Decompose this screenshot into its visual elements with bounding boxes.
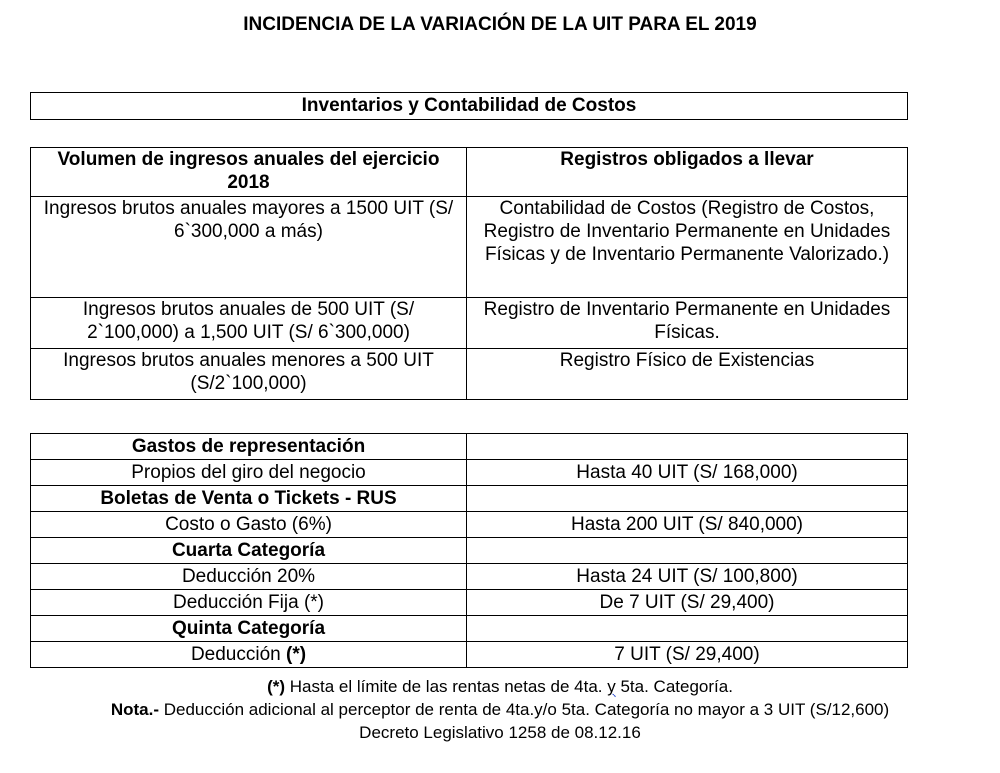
table-row — [31, 197, 908, 298]
col-header-ingresos: Volumen de ingresos anuales del ejercicio 2018 — [31, 148, 467, 197]
asterisk-text: Hasta el límite de las rentas netas de 4ta. — [285, 677, 608, 696]
gastos-table — [30, 433, 908, 668]
page-title: INCIDENCIA DE LA VARIACIÓN DE LA UIT PARA EL 2019 — [243, 14, 757, 35]
table-row — [31, 616, 908, 642]
asterisk-text-end: 5ta. Categoría. — [615, 677, 733, 696]
value-cell: De 7 UIT (S/ 29,400) — [467, 590, 908, 616]
value-cell — [467, 434, 908, 460]
table-row — [31, 564, 908, 590]
inventarios-header: Inventarios y Contabilidad de Costos — [31, 93, 908, 120]
value-cell — [467, 538, 908, 564]
label-cell: Deducción Fija (*) — [31, 590, 467, 616]
table-row — [31, 538, 908, 564]
table-row — [31, 298, 908, 349]
decreto-line: Decreto Legislativo 1258 de 08.12.16 — [359, 723, 641, 742]
table-row — [31, 512, 908, 538]
registro-cell: Registro de Inventario Permanente en Unidades Físicas. — [467, 298, 908, 349]
nota-label: Nota.- — [110, 700, 159, 719]
ingresos-cell: Ingresos brutos anuales mayores a 1500 UIT (S/ 6`300,000 a más) — [31, 197, 467, 298]
section-quinta-categoria: Quinta Categoría — [31, 616, 467, 642]
value-cell: 7 UIT (S/ 29,400) — [467, 642, 908, 668]
asterisk-y: y — [607, 677, 616, 696]
table-row — [31, 349, 908, 400]
nota-text: Deducción adicional al perceptor de renta de 4ta.y/o 5ta. Categoría no mayor a 3 UIT (S/12,600) — [159, 700, 890, 719]
table-row — [31, 486, 908, 512]
registros-table — [30, 147, 908, 400]
value-cell: Hasta 200 UIT (S/ 840,000) — [467, 512, 908, 538]
section-boletas-rus: Boletas de Venta o Tickets - RUS — [31, 486, 467, 512]
inventarios-header-table — [30, 92, 908, 120]
ingresos-cell: Ingresos brutos anuales menores a 500 UIT (S/2`100,000) — [31, 349, 467, 400]
label-cell: Deducción 20% — [31, 564, 467, 590]
table-row — [31, 590, 908, 616]
table-row — [31, 434, 908, 460]
col-header-registros: Registros obligados a llevar — [467, 148, 908, 197]
registro-cell: Registro Físico de Existencias — [467, 349, 908, 400]
nota-line — [0, 700, 1000, 720]
section-cuarta-categoria: Cuarta Categoría — [31, 538, 467, 564]
label-cell: Propios del giro del negocio — [31, 460, 467, 486]
value-cell — [467, 486, 908, 512]
table-row — [31, 460, 908, 486]
asterisk-ref: (*) — [286, 644, 307, 665]
registro-cell: Contabilidad de Costos (Registro de Costos, Registro de Inventario Permanente en Unidades Físicas y de Inventario Permanente Valorizado.) — [467, 197, 908, 298]
label-cell: Costo o Gasto (6%) — [31, 512, 467, 538]
value-cell: Hasta 24 UIT (S/ 100,800) — [467, 564, 908, 590]
asterisk-mark: (*) — [267, 677, 286, 696]
label-cell — [31, 642, 467, 668]
section-gastos-representacion: Gastos de representación — [31, 434, 467, 460]
value-cell — [467, 616, 908, 642]
asterisk-note — [0, 677, 1000, 697]
label-text: Deducción — [190, 644, 286, 665]
ingresos-cell: Ingresos brutos anuales de 500 UIT (S/ 2`100,000) a 1,500 UIT (S/ 6`300,000) — [31, 298, 467, 349]
table-row — [31, 642, 908, 668]
value-cell: Hasta 40 UIT (S/ 168,000) — [467, 460, 908, 486]
